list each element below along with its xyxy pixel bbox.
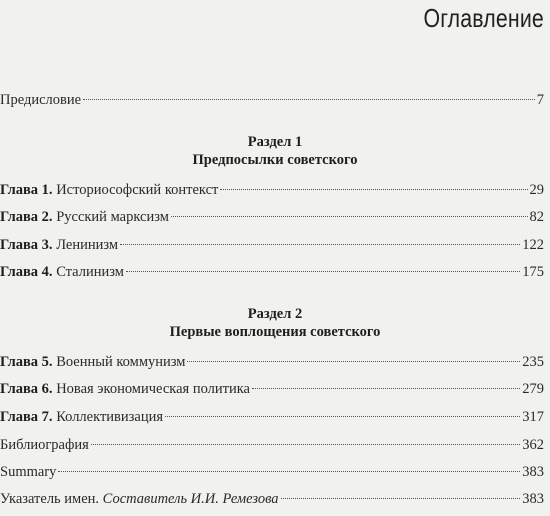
chapter-number: Глава 6.: [0, 381, 53, 397]
dot-leader: [120, 244, 520, 245]
chapter-title: Историософский контекст: [56, 182, 219, 198]
chapter-title: Сталинизм: [56, 264, 124, 280]
page-title: Оглавление: [423, 3, 544, 33]
chapter-title: Ленинизм: [56, 237, 119, 253]
toc-entry-label: [0, 408, 163, 426]
chapter-title: Коллективизация: [56, 409, 164, 425]
toc-entry-label: [0, 353, 185, 371]
index-label: Указатель имен.: [0, 491, 100, 507]
dot-leader: [252, 388, 520, 389]
toc-entry-chapter-4[interactable]: [0, 263, 544, 281]
chapter-number: Глава 7.: [0, 409, 53, 425]
toc-entry-chapter-2[interactable]: [0, 208, 544, 226]
chapter-number: Глава 2.: [0, 209, 53, 225]
toc-entry-label: [0, 263, 124, 281]
toc-entry-label: Предисловие: [0, 92, 82, 108]
toc-page-number: 175: [522, 264, 544, 280]
section-2-heading: Раздел 2: [247, 306, 303, 322]
chapter-title: Русский марксизм: [56, 209, 169, 225]
toc-page-number: 383: [522, 491, 544, 507]
toc-entry-index[interactable]: [0, 490, 544, 508]
toc-page-number: 29: [529, 182, 544, 198]
toc-entry-chapter-7[interactable]: [0, 408, 544, 426]
section-1-heading: Раздел 1: [247, 134, 303, 150]
chapter-number: Глава 5.: [0, 354, 53, 370]
toc-entry-bibliography[interactable]: [0, 436, 544, 454]
index-compiler: Составитель И.И. Ремезова: [102, 491, 279, 507]
chapter-number: Глава 4.: [0, 264, 53, 280]
toc-entry-label: [0, 208, 169, 226]
toc-entry-label: [0, 236, 118, 254]
toc-entry-label: Summary: [0, 464, 57, 480]
toc-entry-chapter-3[interactable]: [0, 236, 544, 254]
chapter-title: Военный коммунизм: [56, 354, 186, 370]
dot-leader: [83, 99, 535, 100]
toc-page-number: 122: [522, 237, 544, 253]
toc-entry-label: [0, 490, 279, 508]
toc-page-number: 235: [522, 354, 544, 370]
dot-leader: [187, 361, 520, 362]
toc-page-number: 362: [522, 437, 544, 453]
chapter-title: Новая экономическая политика: [56, 381, 250, 397]
toc-page-number: 82: [529, 209, 544, 225]
dot-leader: [91, 444, 520, 445]
toc-entry-chapter-1[interactable]: [0, 181, 544, 199]
toc-page-number: 383: [522, 464, 544, 480]
toc-page-number: 279: [522, 381, 544, 397]
dot-leader: [220, 189, 527, 190]
toc-entry-preface[interactable]: [0, 91, 544, 109]
dot-leader: [281, 498, 521, 499]
dot-leader: [58, 471, 520, 472]
toc-entry-chapter-5[interactable]: [0, 353, 544, 371]
toc-entry-label: [0, 380, 250, 398]
toc-entry-chapter-6[interactable]: [0, 380, 544, 398]
dot-leader: [165, 416, 520, 417]
section-1-subtitle: Предпосылки советского: [192, 152, 358, 168]
section-2-subtitle: Первые воплощения советского: [169, 324, 381, 340]
toc-entry-label: [0, 181, 218, 199]
dot-leader: [171, 216, 528, 217]
dot-leader: [126, 271, 520, 272]
toc-page-number: 317: [522, 409, 544, 425]
toc-entry-label: Библиография: [0, 437, 89, 453]
chapter-number: Глава 3.: [0, 237, 53, 253]
toc-page-number: 7: [536, 92, 544, 108]
toc-entry-summary[interactable]: [0, 463, 544, 481]
chapter-number: Глава 1.: [0, 182, 53, 198]
